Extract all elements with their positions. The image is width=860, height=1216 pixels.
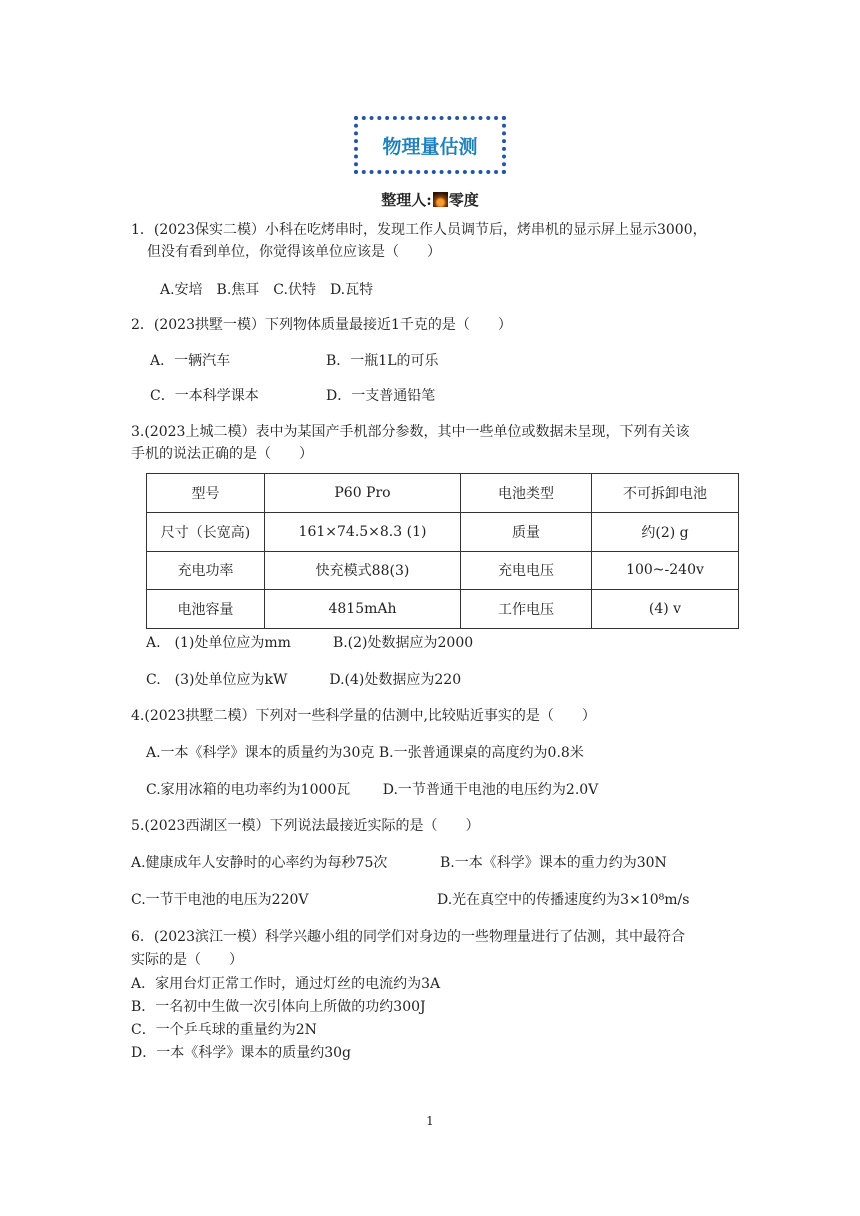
table-cell: 质量 — [461, 512, 592, 551]
q4-options-cd: C.家用冰箱的电功率约为1000瓦 D.一节普通干电池的电压约为2.0V — [146, 782, 599, 798]
table-cell: 4815mAh — [265, 590, 461, 629]
q6-stem-line2: 实际的是（ ） — [131, 952, 243, 968]
table-cell: 尺寸（长宽高) — [147, 512, 265, 551]
q5-option-d: D.光在真空中的传播速度约为3×10⁸m/s — [437, 892, 690, 908]
q3-options-ab: A. (1)处单位应为mm B.(2)处数据应为2000 — [146, 635, 474, 651]
table-cell: 型号 — [147, 474, 265, 513]
page-number: 1 — [426, 1114, 434, 1128]
q1-stem-line1: 1．(2023保实二模）小科在吃烤串时，发现工作人员调节后，烤串机的显示屏上显示3000， — [131, 222, 707, 238]
table-cell: 约(2) g — [592, 512, 739, 551]
q6-stem-line1: 6．(2023滨江一模）科学兴趣小组的同学们对身边的一些物理量进行了估测，其中最符合 — [131, 929, 685, 945]
q5-stem: 5.(2023西湖区一模）下列说法最接近实际的是（ ） — [131, 818, 480, 834]
compiler-line — [0, 189, 860, 210]
table-cell: P60 Pro — [265, 474, 461, 513]
table-cell: 电池容量 — [147, 590, 265, 629]
table-cell: 100~-240v — [592, 551, 739, 590]
table-cell: (4) v — [592, 590, 739, 629]
phone-params-table — [146, 473, 739, 629]
table-cell: 充电电压 — [461, 551, 592, 590]
q6-option-b: B．一名初中生做一次引体向上所做的功约300J — [131, 999, 426, 1015]
q1-options: A.安培 B.焦耳 C.伏特 D.瓦特 — [160, 282, 374, 298]
q5-option-c: C.一节干电池的电压为220V — [131, 892, 309, 908]
q2-option-d: D．一支普通铅笔 — [326, 388, 436, 404]
q2-option-c: C．一本科学课本 — [150, 388, 259, 404]
table-cell: 电池类型 — [461, 474, 592, 513]
q2-option-a: A．一辆汽车 — [150, 353, 231, 369]
compiler-name: 零度 — [448, 191, 479, 209]
q2-stem: 2．(2023拱墅一模）下列物体质量最接近1千克的是（ ） — [131, 317, 512, 333]
table-cell: 工作电压 — [461, 590, 592, 629]
table-row — [147, 512, 739, 551]
page-title: 物理量估测 — [382, 135, 478, 158]
q4-stem: 4.(2023拱墅二模）下列对一些科学量的估测中,比较贴近事实的是（ ） — [131, 708, 596, 724]
table-row — [147, 551, 739, 590]
compiler-prefix: 整理人: — [381, 191, 432, 209]
q6-option-a: A．家用台灯正常工作时，通过灯丝的电流约为3A — [131, 976, 441, 992]
table-cell: 不可拆卸电池 — [592, 474, 739, 513]
q6-option-d: D．一本《科学》课本的质量约30g — [131, 1045, 352, 1061]
table-row — [147, 474, 739, 513]
q2-option-b: B．一瓶1L的可乐 — [326, 353, 439, 369]
table-row — [147, 590, 739, 629]
table-cell: 充电功率 — [147, 551, 265, 590]
q6-option-c: C．一个乒乓球的重量约为2N — [131, 1022, 317, 1038]
compiler-logo-icon — [433, 192, 448, 207]
q4-options-ab: A.一本《科学》课本的质量约为30克 B.一张普通课桌的高度约为0.8米 — [146, 745, 584, 761]
q1-stem-line2: 但没有看到单位，你觉得该单位应该是（ ） — [147, 244, 441, 260]
title-box — [354, 116, 506, 174]
table-cell: 快充模式88(3) — [265, 551, 461, 590]
q3-stem-line1: 3.(2023上城二模）表中为某国产手机部分参数，其中一些单位或数据未呈现，下列有关该 — [131, 424, 690, 440]
table-cell: 161×74.5×8.3 (1) — [265, 512, 461, 551]
q5-option-a: A.健康成年人安静时的心率约为每秒75次 — [131, 855, 388, 871]
q5-option-b: B.一本《科学》课本的重力约为30N — [440, 855, 667, 871]
q3-stem-line2: 手机的说法正确的是（ ） — [131, 446, 313, 462]
q3-options-cd: C. (3)处单位应为kW D.(4)处数据应为220 — [146, 672, 462, 688]
